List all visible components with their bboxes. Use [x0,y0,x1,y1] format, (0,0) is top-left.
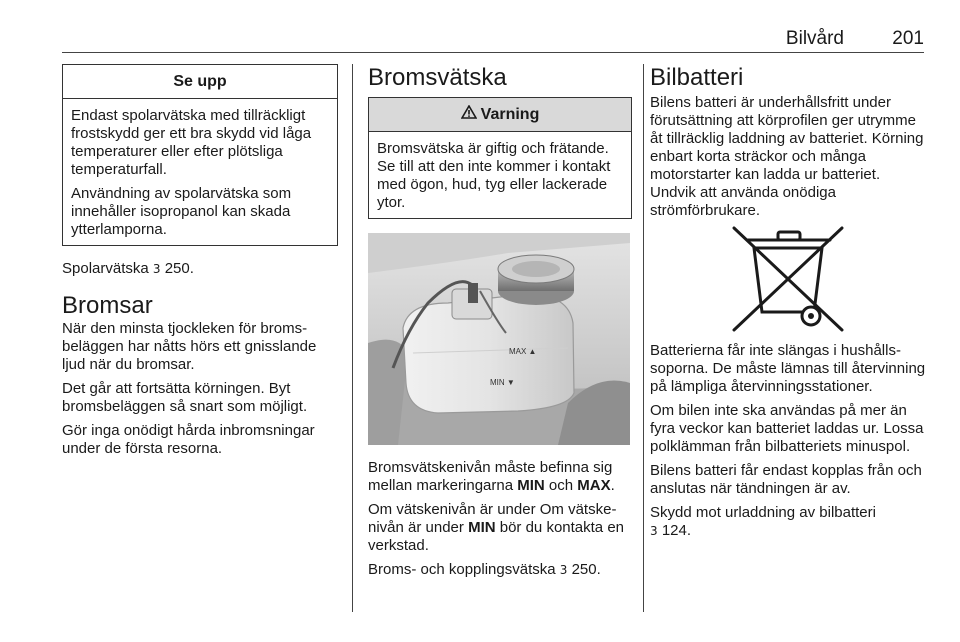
brake-fluid-paragraph-2 [368,501,632,555]
column-3 [650,64,926,546]
reference-arrow-icon: 3 [152,262,161,276]
text-fragment: Om vätskenivån är under Om vätskenivån är under [368,501,617,536]
text-fragment: . [610,477,615,494]
battery-paragraph-3: Om bilen inte ska användas på mer än fyra veckor kan batteriet laddas ur. Lossa polklämman från bilbatteriets minuspol. [650,402,924,455]
max-term: MAX [577,477,611,494]
column-divider-2 [643,64,644,612]
page-header [62,28,924,52]
brake-fluid-reference [368,561,632,579]
caution-box [62,64,338,246]
brakes-heading: Bromsar [62,292,153,319]
washer-fluid-reference [62,260,338,278]
reference-arrow-icon: 3 [650,524,658,538]
battery-paragraph-4: Bilens batteri får endast kopplas från och anslutas när tändningen är av. [650,462,922,497]
text-fragment: och [544,477,578,494]
warning-body: Bromsvätska är giftig och frätande. Se till att den inte kommer i kontakt med ögon, hud, tyg eller lackerade ytor. [377,140,611,211]
warning-title: Varning [480,106,540,123]
column-1 [62,64,338,464]
min-mark-label: MIN ▼ [490,378,515,387]
column-2 [368,64,632,585]
brakes-paragraph-1: När den minsta tjockleken för bromsbeläggen har nåtts hörs ett gnisslande ljud när du bromsar. [62,320,317,373]
page-number: 201 [892,28,924,49]
reference-page: 250. [164,260,194,277]
column-divider-1 [352,64,353,612]
max-mark-label: MAX ▲ [509,347,537,356]
battery-heading: Bilbatteri [650,64,744,91]
text-fragment: bör du kontakta en verkstad. [368,519,625,554]
battery-paragraph-5 [650,504,926,540]
reference-page: 124. [661,522,692,539]
reference-text: Spolarvätska [62,260,149,277]
battery-paragraph-2: Batterierna får inte slängas i hushållssoporna. De måste lämnas till återvinning på lämpliga återvinningsstationer. [650,342,926,395]
brake-fluid-paragraph-1 [368,459,632,495]
brake-fluid-heading: Bromsvätska [368,64,507,91]
warning-triangle-icon [461,98,477,131]
brakes-paragraph-2: Det går att fortsätta körningen. Byt bromsbeläggen så snart som möjligt. [62,380,308,415]
section-title: Bilvård [785,28,844,49]
reference-text: Skydd mot urladdning av bilbatteri [650,504,876,521]
header-rule [62,52,924,53]
caution-paragraph-2: Användning av spolarvätska som innehåller isopropanol kan skada ytterlamporna. [71,185,292,238]
text-fragment: Bromsvätskenivån måste befinna sig mellan markeringarna [368,459,613,494]
min-term: MIN [468,519,496,536]
crossed-out-bin-icon [650,226,926,334]
brake-fluid-reservoir-image [368,233,630,445]
caution-paragraph-1: Endast spolarvätska med tillräckligt frostskydd ger ett bra skydd vid låga temperaturer eller efter plötsliga temperaturfall. [71,107,312,178]
brakes-paragraph-3: Gör inga onödigt hårda inbromsningar under de första resorna. [62,422,315,457]
caution-title: Se upp [63,65,337,99]
warning-header [369,98,631,132]
reference-text: Broms- och kopplingsvätska [368,561,556,578]
warning-box [368,97,632,219]
reference-page: 250. [571,561,601,578]
reference-arrow-icon: 3 [559,563,568,577]
battery-paragraph-1: Bilens batteri är underhållsfritt under förutsättning att körprofilen ger utrymme åt tillräcklig laddning av batteriet. Körning enbart korta sträckor och många motorstarter kan ladda ur batteriet. Undvik att använda onödiga strömförbrukare. [650,94,924,219]
min-term: MIN [517,477,545,494]
